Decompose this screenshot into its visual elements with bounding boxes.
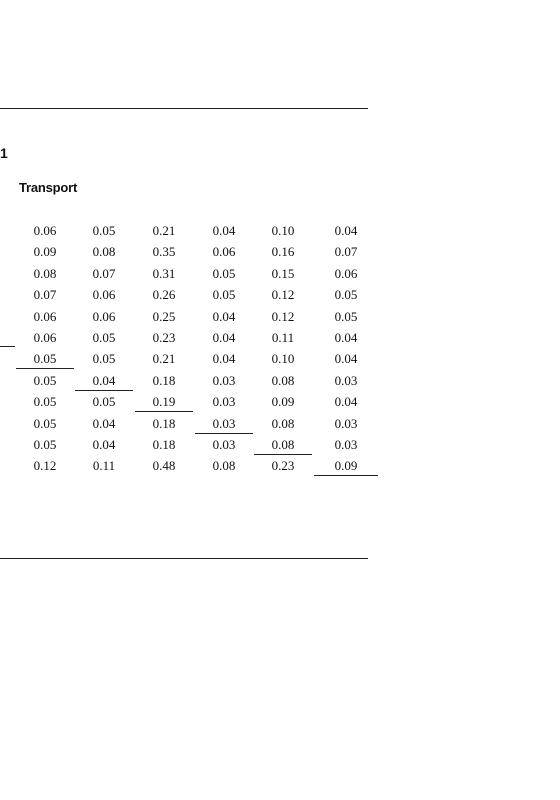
- table-row: [0, 243, 560, 264]
- table-cell: 0.19: [135, 393, 193, 412]
- table-cell: 0.04: [334, 329, 358, 345]
- table-cell: 0.04: [212, 329, 236, 345]
- table-cell: 0.09: [314, 457, 378, 476]
- table-cell: 0.12: [271, 287, 295, 303]
- table-cell: 0.05: [16, 350, 74, 369]
- table-row: [0, 393, 560, 414]
- table-cell: 0.04: [212, 223, 236, 238]
- table-cell: 0.03: [212, 436, 236, 452]
- table-cell: 0.03: [195, 415, 253, 434]
- table-cell: 0.10: [271, 223, 295, 238]
- table-cell: 0.08: [271, 372, 295, 388]
- table-cell: 0.31: [152, 265, 176, 281]
- table-row: [0, 308, 560, 329]
- table-row: [0, 457, 560, 478]
- table-cell: 0.04: [212, 351, 236, 367]
- table-cell: 0.03: [334, 372, 358, 388]
- table-cell: 0.09: [33, 244, 57, 260]
- table-cell: 0.23: [271, 458, 295, 474]
- table-cell: 0.35: [152, 244, 176, 260]
- table-cell: 0.09: [271, 394, 295, 410]
- table-cell: 0.05: [92, 223, 116, 238]
- table-cell: 0.16: [271, 244, 295, 260]
- table-cell: 0.18: [152, 372, 176, 388]
- table-cell: 0.07: [92, 265, 116, 281]
- table-cell: 0.21: [152, 351, 176, 367]
- table-cell: 0.08: [254, 436, 312, 455]
- table-cell: 0.03: [212, 394, 236, 410]
- table-cell: 0.03: [334, 415, 358, 431]
- table-cell: 0.04: [75, 372, 133, 391]
- table-cell: 0.08: [92, 244, 116, 260]
- table-cell: 0.04: [334, 394, 358, 410]
- table-cell: 0.05: [212, 265, 236, 281]
- table-cell: 0.06: [33, 329, 57, 345]
- table-cell: 0.05: [92, 351, 116, 367]
- table-cell: 0.12: [271, 308, 295, 324]
- table-cell: 0.10: [271, 351, 295, 367]
- table-cell: 0.18: [152, 436, 176, 452]
- top-rule: [0, 108, 368, 109]
- table-cell: 0.04: [334, 351, 358, 367]
- table-cell: 0.07: [334, 244, 358, 260]
- table-cell: 0.03: [334, 436, 358, 452]
- table-cell: 0.05: [33, 415, 57, 431]
- table-cell: 0.06: [33, 223, 57, 238]
- table-cell: 0.11: [92, 458, 116, 474]
- table-row: [0, 415, 560, 436]
- table-cell: 0.08: [33, 265, 57, 281]
- column-header: Transport: [19, 180, 78, 195]
- table-cell: 0.06: [212, 244, 236, 260]
- table-cell: 0.04: [92, 436, 116, 452]
- table-cell: 0.04: [334, 223, 358, 238]
- data-table: [0, 222, 560, 479]
- table-cell: 0.05: [334, 287, 358, 303]
- table-row: [0, 286, 560, 307]
- table-cell: 0.05: [92, 394, 116, 410]
- table-cell: 0.05: [92, 329, 116, 345]
- table-row: [0, 265, 560, 286]
- table-cell: 0.12: [33, 458, 57, 474]
- table-cell: 0.25: [152, 308, 176, 324]
- table-cell: 0.06: [92, 308, 116, 324]
- table-cell: 0.08: [271, 415, 295, 431]
- table-cell: 0.18: [152, 415, 176, 431]
- section-number: 1: [0, 145, 8, 161]
- table-cell: 0.05: [33, 436, 57, 452]
- table-cell: 0.03: [212, 372, 236, 388]
- table-cell: 0.05: [33, 372, 57, 388]
- table-cell: 0.06: [334, 265, 358, 281]
- table-cell: 0.05: [33, 394, 57, 410]
- table-cell: 0.05: [334, 308, 358, 324]
- table-cell: 0.05: [212, 287, 236, 303]
- table-row: [0, 222, 560, 243]
- table-cell: 0.06: [92, 287, 116, 303]
- table-cell: 0.08: [212, 458, 236, 474]
- table-cell: 0.07: [33, 287, 57, 303]
- table-cell: 0.06: [33, 308, 57, 324]
- table-cell: 0.23: [152, 329, 176, 345]
- table-cell: 0.48: [152, 458, 176, 474]
- table-cell: 0.11: [271, 329, 295, 345]
- table-cell: 0.15: [271, 265, 295, 281]
- table-row: [0, 372, 560, 393]
- table-cell: 0.04: [212, 308, 236, 324]
- table-cell: 0.04: [92, 415, 116, 431]
- bottom-rule: [0, 558, 368, 559]
- table-row: [0, 329, 560, 350]
- table-row: [0, 350, 560, 371]
- table-row: [0, 436, 560, 457]
- table-cell: 0.26: [152, 287, 176, 303]
- table-cell: 0.21: [152, 223, 176, 238]
